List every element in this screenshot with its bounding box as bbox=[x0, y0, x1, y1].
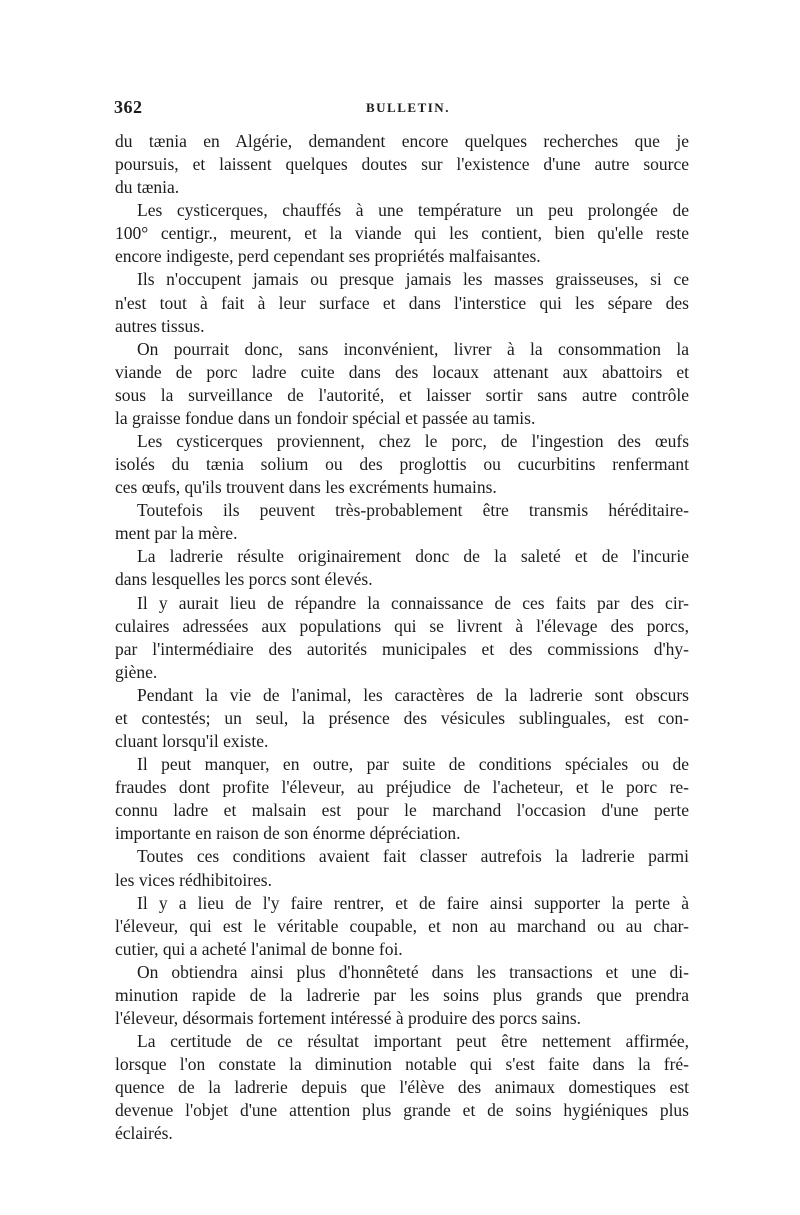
text-line: par l'intermédiaire des autorités municipales et des commissions d'hy- bbox=[115, 638, 689, 659]
text-line: 100° centigr., meurent, et la viande qui les contient, bien qu'elle reste bbox=[115, 223, 689, 244]
text-line: Il y a lieu de l'y faire rentrer, et de faire ainsi supporter la perte à bbox=[137, 892, 689, 913]
text-line: dans lesquelles les porcs sont élevés. bbox=[115, 569, 373, 590]
text-line: devenue l'objet d'une attention plus grande et de soins hygiéniques plus bbox=[115, 1100, 689, 1121]
page-number: 362 bbox=[114, 97, 143, 117]
text-line: viande de porc ladre cuite dans des locaux attenant aux abattoirs et bbox=[115, 361, 689, 382]
text-line: éclairés. bbox=[115, 1123, 173, 1144]
text-line: fraudes dont profite l'éleveur, au préjudice de l'acheteur, et le porc re- bbox=[115, 777, 689, 798]
text-line: l'éleveur, désormais fortement intéressé à produire des porcs sains. bbox=[115, 1007, 582, 1028]
text-line: les vices rédhibitoires. bbox=[115, 869, 272, 890]
text-line: ces œufs, qu'ils trouvent dans les excréments humains. bbox=[115, 477, 497, 498]
text-line: et contestés; un seul, la présence des vésicules sublinguales, est con- bbox=[115, 707, 689, 728]
text-line: n'est tout à fait à leur surface et dans l'interstice qui les sépare des bbox=[115, 292, 689, 313]
text-line: Il y aurait lieu de répandre la connaissance de ces faits par des cir- bbox=[137, 592, 689, 613]
running-head: BULLETIN. bbox=[366, 100, 450, 115]
text-line: ment par la mère. bbox=[115, 523, 238, 544]
text-line: On pourrait donc, sans inconvénient, livrer à la consommation la bbox=[137, 338, 689, 359]
text-line: connu ladre et malsain est pour le marchand l'occasion d'une perte bbox=[115, 800, 689, 821]
text-line: giène. bbox=[115, 661, 158, 682]
body-text bbox=[115, 130, 689, 1145]
text-line: lorsque l'on constate la diminution notable qui s'est faite dans la fré- bbox=[115, 1054, 689, 1075]
text-line: Il peut manquer, en outre, par suite de conditions spéciales ou de bbox=[137, 754, 689, 775]
text-line: culaires adressées aux populations qui se livrent à l'élevage des porcs, bbox=[115, 615, 689, 636]
text-line: La ladrerie résulte originairement donc de la saleté et de l'incurie bbox=[137, 546, 689, 567]
text-line: du tænia en Algérie, demandent encore quelques recherches que je bbox=[115, 131, 689, 151]
text-line: On obtiendra ainsi plus d'honnêteté dans les transactions et une di- bbox=[137, 961, 689, 982]
text-line: La certitude de ce résultat important peut être nettement affirmée, bbox=[137, 1031, 689, 1052]
text-line: encore indigeste, perd cependant ses propriétés malfaisantes. bbox=[115, 246, 541, 267]
text-line: Ils n'occupent jamais ou presque jamais les masses graisseuses, si ce bbox=[137, 269, 689, 290]
text-line: quence de la ladrerie depuis que l'élève des animaux domestiques est bbox=[115, 1077, 689, 1098]
text-line: poursuis, et laissent quelques doutes sur l'existence d'une autre source bbox=[115, 154, 689, 175]
text-line: importante en raison de son énorme dépréciation. bbox=[115, 823, 461, 844]
text-line: Toutefois ils peuvent très-probablement être transmis héréditaire- bbox=[137, 500, 689, 521]
text-line: cluant lorsqu'il existe. bbox=[115, 731, 269, 752]
text-line: sous la surveillance de l'autorité, et laisser sortir sans autre contrôle bbox=[115, 384, 689, 405]
text-line: minution rapide de la ladrerie par les soins plus grands que prendra bbox=[115, 984, 689, 1005]
text-line: Toutes ces conditions avaient fait classer autrefois la ladrerie parmi bbox=[137, 846, 689, 867]
text-line: autres tissus. bbox=[115, 315, 205, 336]
text-line: Les cysticerques proviennent, chez le porc, de l'ingestion des œufs bbox=[137, 431, 689, 452]
text-line: cutier, qui a acheté l'animal de bonne foi. bbox=[115, 938, 403, 959]
text-line: Les cysticerques, chauffés à une température un peu prolongée de bbox=[137, 200, 689, 221]
text-line: la graisse fondue dans un fondoir spécial et passée au tamis. bbox=[115, 407, 536, 428]
text-line: du tænia. bbox=[115, 177, 180, 198]
text-line: Pendant la vie de l'animal, les caractères de la ladrerie sont obscurs bbox=[137, 684, 689, 705]
text-line: isolés du tænia solium ou des proglottis ou cucurbitins renfermant bbox=[115, 454, 689, 475]
text-line: l'éleveur, qui est le véritable coupable, et non au marchand ou au char- bbox=[115, 915, 689, 936]
page-header bbox=[114, 97, 694, 121]
